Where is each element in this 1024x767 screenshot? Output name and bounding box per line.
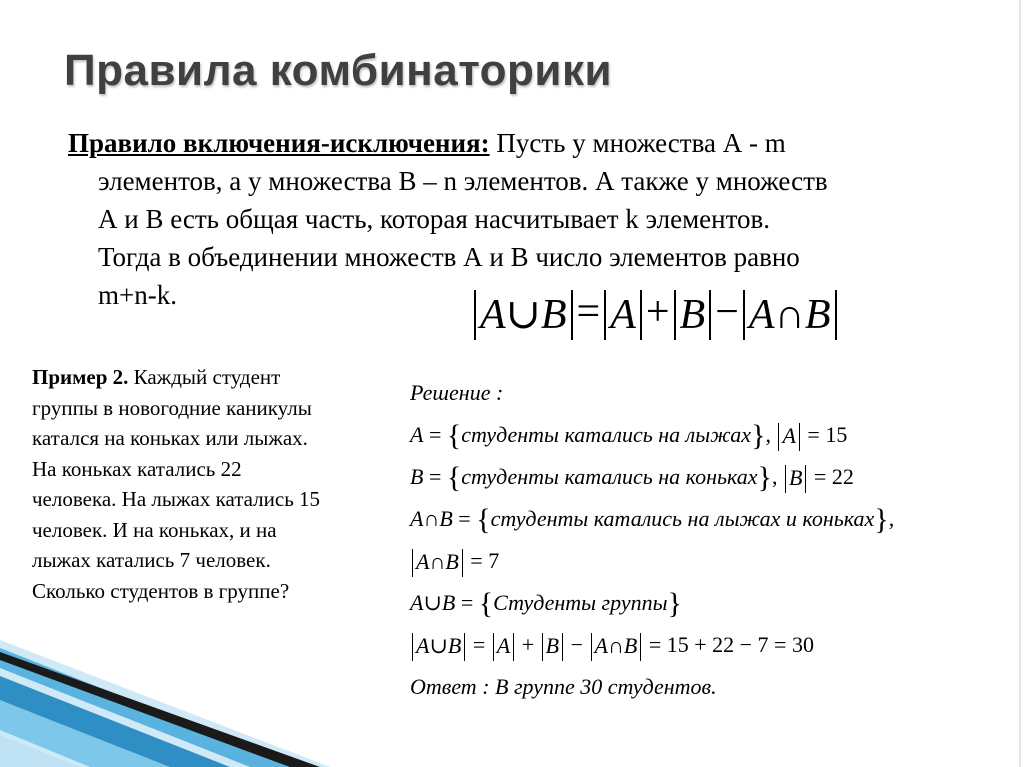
abs-a: A (604, 290, 642, 340)
solution-line-intersection-size: A∩B = 7 (410, 540, 1010, 582)
example-line: На коньках катались 22 (32, 456, 242, 481)
slide-title: Правила комбинаторики (64, 46, 613, 95)
rule-line-1: Пусть у множества А - m (489, 128, 786, 158)
example-line: человека. На лыжах катались 15 (32, 487, 321, 511)
solution-block (410, 372, 1010, 708)
rule-heading: Правило включения-исключения: (68, 128, 490, 158)
solution-answer: Ответ : В группе 30 студентов. (410, 674, 717, 699)
example-problem (32, 362, 392, 606)
solution-line-calc: A∪B = A + B − A∩B = 15 + 22 − 7 = 30 (410, 624, 1010, 666)
solution-line-union-set: A∪B = {Студенты группы} (410, 587, 682, 620)
example-line: Каждый студент (128, 365, 281, 389)
example-heading: Пример 2. (32, 365, 129, 389)
example-line: катался на коньках или лыжах. (32, 426, 308, 450)
solution-line-a: A = {студенты катались на лыжах}, A = 15 (410, 419, 848, 452)
rule-line-4: Тогда в объединении множеств А и В число элементов равно (98, 242, 800, 272)
inclusion-exclusion-formula: A∪B = A + B − A∩B (470, 282, 841, 342)
abs-intersect: A∩B (743, 290, 837, 340)
solution-line-b: B = {студенты катались на коньках}, B = 22 (410, 461, 854, 494)
example-line: группы в новогодние каникулы (32, 395, 312, 420)
rule-line-2: элементов, а у множества В – n элементов. А также у множеств (98, 166, 828, 196)
example-line: человек. И на коньках, и на (32, 517, 277, 542)
rule-line-3: А и В есть общая часть, которая насчитывает k элементов. (98, 204, 771, 234)
abs-union: A∪B (474, 290, 573, 340)
solution-line-intersection-set: A∩B = {студенты катались на лыжах и коньках}, (410, 503, 895, 536)
example-line: Сколько студентов в группе? (32, 578, 290, 603)
solution-title: Решение : (410, 380, 504, 405)
abs-b: B (674, 290, 712, 340)
example-line: лыжах катались 7 человек. (32, 548, 271, 572)
rule-line-5: m+n-k. (98, 280, 177, 310)
